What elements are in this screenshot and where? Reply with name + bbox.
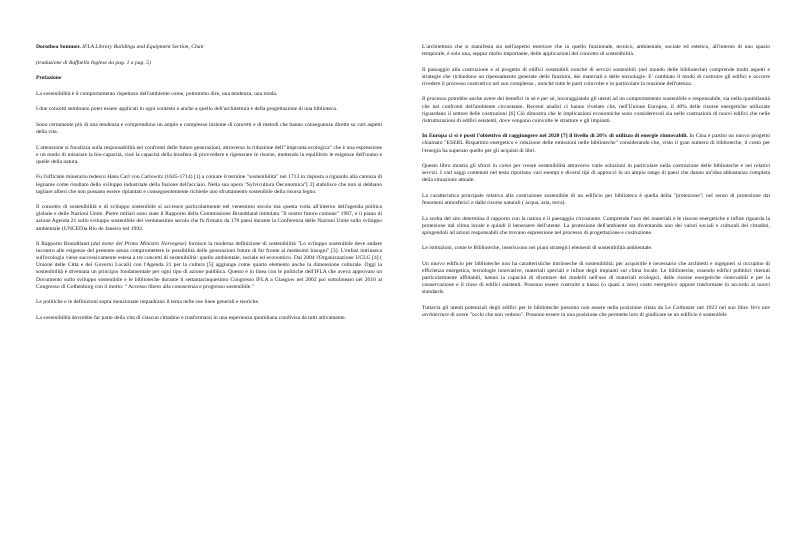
- paragraph: L'architettura che si manifesta sia nell'aspetto esteriore che in quello funzionale, tecnico, ambientale, sociale ed estetico, all'interno di uno spazio temporale, è solo una, seppur molto importante, delle applicazioni del concetto di sostenibilità.: [422, 44, 770, 58]
- translation-note: (traduzione di Raffaella Inglese da pag. 1 a pag. 5): [36, 59, 151, 66]
- paragraph: La scelta del sito determina il rapporto con la natura e il paesaggio circostante. Comprende l'uso dei materiali e le risorse energetiche e infine riguarda la protezione dal clima locale e quindi il benessere dell'utente. La protezione dell'ambiente sta diventando uno dei valori sociali e culturali dei cittadini, spingendoli ad azioni responsabili che trovano espressione nel processo di progettazione e costruzione.: [422, 215, 770, 236]
- author-line: [36, 44, 382, 51]
- paragraph: La caratteristica principale relativa alla costruzione sostenibile di un edificio per biblioteca è quella della "protezione"; nel senso di protezione dai fenomeni atmosferici e dalle risorse naturali ( acqua, aria, terra).: [422, 192, 770, 206]
- paragraph-text: fornisce la moderna definizione di sostenibilità "Lo sviluppo sostenibile deve andare incontro alle esigenze del presente senza compromettere le possibilità delle generazioni future di far fronte ai medesimi bisogni" [3]. L'enfasi intrinseca sull'ecologia viene successivamente estesa a tre concetti di sostenibilità: quello ambientale, sociale ed economico. Dal 2004 l'Organizzazione UCLG [4] ( Unione delle Città e dei Governi Locali) con l'Agenda 21 per la cultura [5] aggiunge come quarto elemento anche la dimensione culturale. Oggi la sostenibilità è diventata un principio fondamentale per ogni tipo di azione pubblica. Questo è in linea con le politiche dell'IFLA che aveva approvato un Documento sullo sviluppo sostenibile e le biblioteche durante il settantacinquesimo Congresso IFLA a Glasgow nel 2002 poi sottolineato nel 2010 al Congresso di Gothenburg con il motto: " Accesso libero alla conoscenza e progresso sostenibile.": [36, 241, 382, 290]
- left-column: [36, 44, 382, 330]
- paragraph-text: Il Rapporto Brundtland: [36, 241, 91, 248]
- paragraph: La sostenibilità è il comportamento rispettoso dell'ambiente come, potremmo dire, una tendenza, una moda.: [36, 90, 278, 97]
- author-name: Dorothea Sommer.: [36, 44, 81, 50]
- section-heading: Prefazione: [36, 75, 62, 82]
- paragraph-italic: (dal nome del Primo Ministro Norvegese): [90, 241, 187, 248]
- paragraph: Questo libro mostra gli sforzi in corso per creare sostenibilità attraverso varie soluzioni in particolare nella costruzione delle biblioteche e nei relativi servizi. I vari saggi contenuti nel testo riportano vari esempi e diversi tipi di approcci in un ampio range di paesi che danno un'idea abbastanza completa della situazione attuale.: [422, 163, 770, 184]
- paragraph-text: In Cina è partito un nuovo progetto chiamato "ESERL Risparmio energetico e riduzione delle emissioni nelle biblioteche" considerando che, visto il gran numero di biblioteche, il costo per l'energia ha superato quello per gli acquisti di libri.: [422, 133, 770, 154]
- paragraph: [422, 133, 770, 154]
- paragraph: I due concetti sembrano poter essere applicati in ogni contesto e anche a quello dell'architettura e della progettazione di una biblioteca.: [36, 106, 338, 113]
- paragraph: [36, 241, 382, 291]
- right-column: [422, 44, 770, 328]
- author-affiliation: IFLA Library Buildings and Equipment Section, Chair: [82, 44, 205, 50]
- paragraph: Fu l'ufficiale minerario tedesco Hans Carl von Carlowitz (1645-1714) [1] a coniare il termine "sostenibilità" nel 1713 in risposta a riguardo alla carenza di legname come risultato dello sviluppo industriale della fusione dell'acciaio. Nella sua opera "Sylvicultura Oeconomica"[ 2] stabilisce che non si debbano tagliare alberi che non possano essere ripiantati e conseguentemente richiede uno sfruttamento sostenibile della risorsa legno.: [36, 174, 382, 195]
- paragraph: Le politiche e le definizioni sopra menzionate inquadrano il tema nelle sue linee generali e teoriche.: [36, 299, 260, 306]
- paragraph: La sostenibilità dovrebbe far parte della vita di ciascun cittadino e trasformarsi in una esperienza quotidiana condivisa da tutti attivamente.: [36, 314, 347, 321]
- paragraph: Sono certamente più di una tendenza e comprendono un ampio e complesso insieme di concetti e di metodi che hanno conseguenze dirette su vari aspetti della vita.: [36, 121, 382, 136]
- paragraph-text: Tuttavia gli utenti potenziali degli edifici per le biblioteche possono non essere nella posizione citata da Le Corbusier nel 1923 nel suo libro: [422, 304, 751, 311]
- paragraph: Un nuovo edificio per biblioteche non ha caratteristiche intrinseche di sostenibilità; per acquisirle è necessario che architetti e ingegneri si occupino di efficienza energetica, tecnologie innovative, materiali speciali e infine degli impianti sul clima locale. Le biblioteche, essendo edifici pubblici ritenuti particolarmente affidabili, hanno la capacità di diventare dei modelli nell'uso di materiali ecologici, delle risorse energetiche rinnovabili e per la conservazione e il riuso di edifici esistenti. Possono essere costruite a basso (o quasi a zero) costo energetico oppure trasformate in accordo ai nuovi standards.: [422, 260, 770, 296]
- paragraph-bold: In Europa ci si è posti l'obiettivo di raggiungere nel 2020 [7] il livello di 20% di utilizzo di energie rinnovabili.: [422, 133, 688, 140]
- paragraph: Il processo potrebbe anche avere dei benefici in sé e per sé, incoraggiando gli utenti ad un comportamento sostenibile e responsabile, sia nella quotidianità che nei confronti dell'ambiente circostante. Recenti analisi ci hanno rivelato che, nell'Unione Europea, il 40% delle risorse energetiche utilizzate riguardano il settore delle costruzioni [6] Ciò dimostra che le implicazioni economiche sono considerevoli sia nelle costruzioni di nuovi edifici che nelle ristrutturazioni di edifici esistenti, dove vengono coinvolte le strutture e gli impianti.: [422, 96, 770, 124]
- paragraph: Le istituzioni, come le Biblioteche, inseriscono nei piani strategici elementi di sostenibilità ambientale.: [422, 245, 653, 252]
- paragraph-text: di avere "occhi che non vedono". Possono essere in una posizione che permette loro di giudicare se un edificio è sostenibile: [448, 312, 727, 319]
- paragraph-italic: Vers une architecture: [422, 304, 770, 319]
- paragraph: Il concetto di sostenibilità e di sviluppo sostenibile si accresce particolarmente nel ventesimo secolo ma questa volta all'interno dell'agenda politica globale e delle Nazioni Unite. Pietre miliari sono state il Rapporto della Commissione Brundtland intitolato "Il nostro futuro comune" 1987, e il piano di azione Agenda 21 sullo sviluppo sostenibile del ventunesimo secolo che fu firmato da 178 paesi durante la Conferenza delle Nazioni Unite sullo sviluppo ambientale (UNCED)a Rio de Janeiro nel 1992.: [36, 204, 382, 232]
- paragraph: Il passaggio alla costruzione e al progetto di edifici sostenibili nonché di servizi sostenibili (nel mondo delle biblioteche) comprende molti aspetti e strategie che richiedono un ripensamento generale delle funzioni, dei materiali e delle tecnologie. E' cambiato il modo di costruire gli edifici e occorre rivedere il processo costruttivo nel suo complesso , nonché tutte le parti coinvolte e in particolare la reazione dell'utenza.: [422, 66, 770, 87]
- paragraph: L'attenzione si focalizza sulla responsabilità nei confronti delle future generazioni, attraverso la riduzione dell'"impronta ecologica" che è una espressione e un modo di misurare la bio-capacità, cioè la capacità della biosfera di provvedere e rigenerare le risorse, mettendo in equilibrio le esigenze dell'uomo e quelle della natura.: [36, 144, 382, 165]
- paragraph: [422, 305, 770, 319]
